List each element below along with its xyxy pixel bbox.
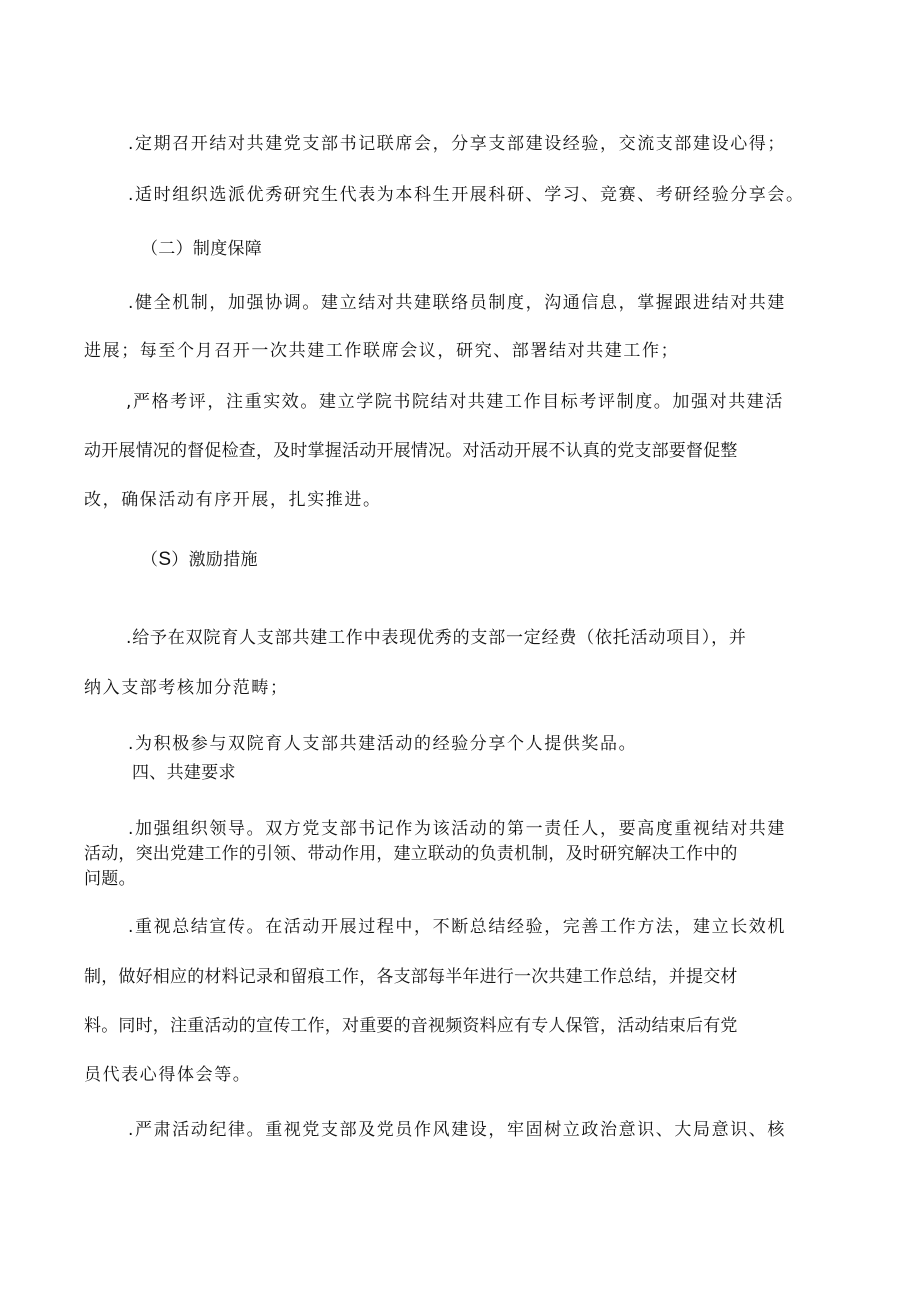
- section-heading: 四、共建要求: [132, 763, 236, 783]
- paragraph-line: .给予在双院育人支部共建工作中表现优秀的支部一定经费（依托活动项目），并: [126, 628, 747, 648]
- heading-text: ）激励措施: [171, 550, 258, 570]
- paragraph-line: .为积极参与双院育人支部共建活动的经验分享个人提供奖品。: [128, 734, 638, 754]
- paragraph-line: 改，确保活动有序开展，扎实推进。: [84, 490, 382, 510]
- paragraph-line: 进展；每至个月召开一次共建工作联席会议，研究、部署结对共建工作；: [84, 341, 680, 361]
- paragraph-line: 制，做好相应的材料记录和留痕工作，各支部每半年进行一次共建工作总结，并提交材: [84, 967, 738, 987]
- paragraph-line: .加强组织领导。双方党支部书记作为该活动的第一责任人，要高度重视结对共建: [128, 819, 787, 839]
- paragraph-line: 动开展情况的督促检查，及时掌握活动开展情况。对活动开展不认真的党支部要督促整: [84, 441, 738, 461]
- paragraph-line: .健全机制，加强协调。建立结对共建联络员制度，沟通信息，掌握跟进结对共建: [128, 293, 787, 313]
- list-item: .定期召开结对共建党支部书记联席会，分享支部建设经验，交流支部建设心得；: [128, 134, 787, 154]
- heading-s-glyph: S: [158, 549, 172, 570]
- list-item: .适时组织选派优秀研究生代表为本科生开展科研、学习、竞赛、考研经验分享会。: [128, 185, 805, 205]
- section-heading: [141, 549, 920, 571]
- paragraph-line: 活动，突出党建工作的引领、带动作用，建立联动的负责机制，及时研究解决工作中的: [84, 844, 738, 864]
- paragraph-line: .严肃活动纪律。重视党支部及党员作风建设，牢固树立政治意识、大局意识、核: [128, 1120, 787, 1140]
- paragraph-line: .重视总结宣传。在活动开展过程中，不断总结经验，完善工作方法，建立长效机: [128, 917, 787, 937]
- paragraph-line: 料。同时，注重活动的宣传工作，对重要的音视频资料应有专人保管，活动结束后有党: [84, 1016, 738, 1036]
- paragraph-line: 员代表心得体会等。: [84, 1065, 252, 1085]
- paragraph-line: ,严格考评，注重实效。建立学院书院结对共建工作目标考评制度。加强对共建活: [126, 392, 785, 412]
- section-heading: （二）制度保障: [141, 239, 263, 259]
- heading-bracket: （: [141, 550, 159, 570]
- paragraph-line: 纳入支部考核加分范畴；: [84, 678, 289, 698]
- paragraph-line: 问题。: [84, 869, 136, 889]
